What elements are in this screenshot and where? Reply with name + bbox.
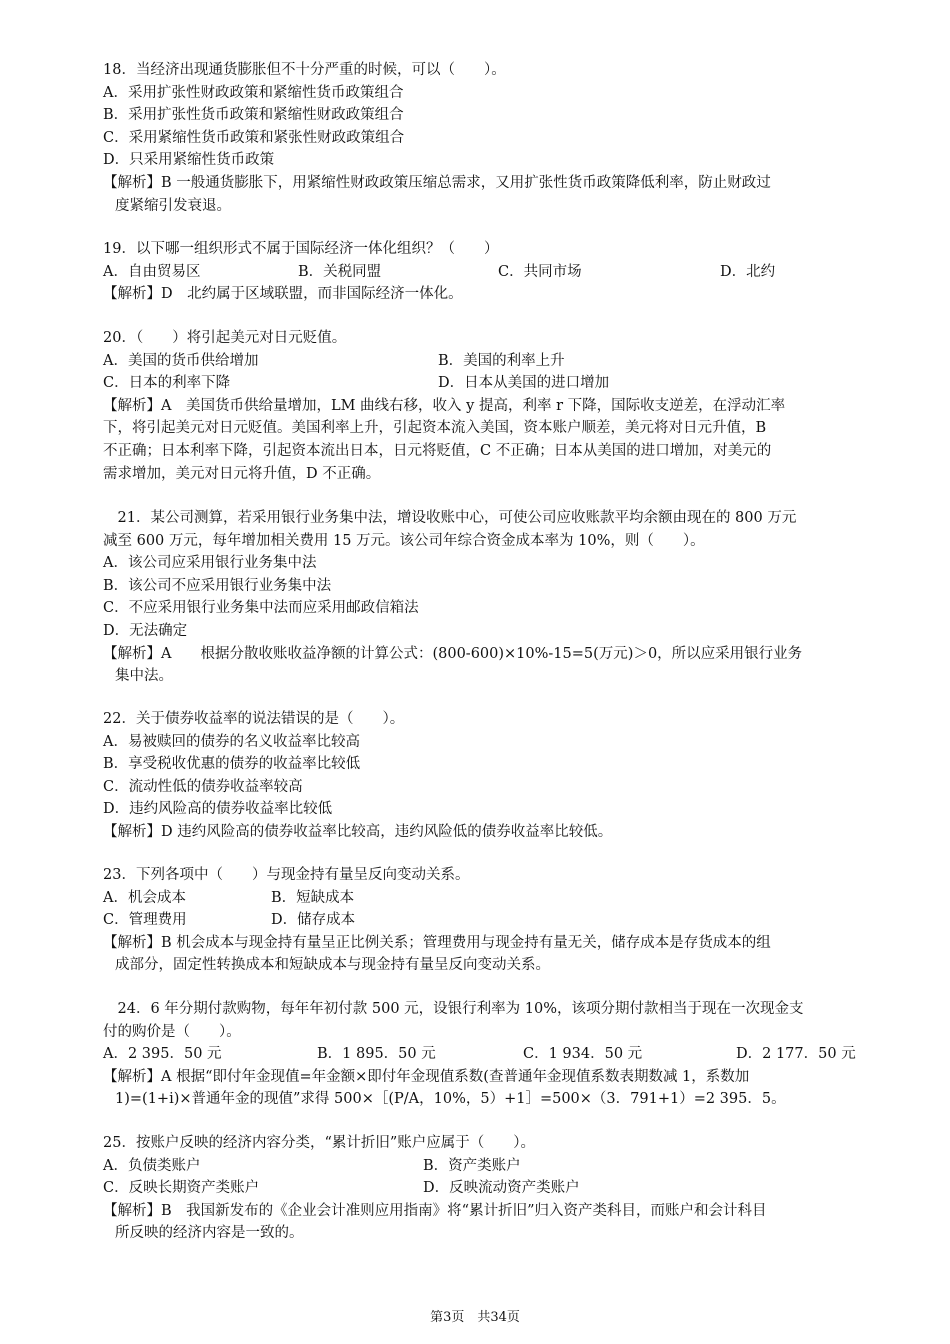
analysis-line: 需求增加，美元对日元将升值，D 不正确。	[103, 465, 381, 482]
option-c: C．不应采用银行业务集中法而应采用邮政信箱法	[103, 600, 419, 617]
option-c: C．管理费用	[103, 912, 187, 929]
question-20	[103, 327, 882, 485]
option-d: D．只采用紧缩性货币政策	[103, 152, 275, 169]
option-c: C．1 934．50 元	[523, 1046, 643, 1063]
options-row	[103, 261, 882, 284]
question-stem: 25．按账户反映的经济内容分类，“累计折旧”账户应属于（ ）。	[103, 1135, 536, 1151]
option-a: A．负债类账户	[103, 1157, 201, 1174]
option-b: B．采用扩张性货币政策和紧缩性财政政策组合	[103, 107, 404, 124]
options-row	[103, 1155, 882, 1178]
question-23	[103, 864, 882, 977]
question-stem: 22．关于债券收益率的说法错误的是（ ）。	[103, 711, 405, 727]
option-a: A．机会成本	[103, 889, 186, 906]
option-a: A．美国的货币供给增加	[103, 352, 259, 369]
option-d: D．违约风险高的债券收益率比较低	[103, 801, 333, 818]
question-stem: 19．以下哪一组织形式不属于国际经济一体化组织？（ ）	[103, 241, 499, 257]
analysis-line: 【解析】D 北约属于区域联盟，而非国际经济一体化。	[103, 286, 463, 303]
option-d: D．储存成本	[271, 912, 356, 929]
question-stem: 18．当经济出现通货膨胀但不十分严重的时候，可以（ ）。	[103, 62, 506, 78]
analysis-line: 1)=(1+i)×普通年金的现值”求得 500×［(P/A，10%，5）+1］=500×（3．791+1）=2 395．5。	[115, 1091, 786, 1108]
question-stem: 20．（ ）将引起美元对日元贬值。	[103, 330, 347, 346]
option-c: C．反映长期资产类账户	[103, 1180, 260, 1197]
option-a: A．该公司应采用银行业务集中法	[103, 555, 317, 572]
analysis-line: 【解析】A 根据“即付年金现值=年金额×即付年金现值系数(查普通年金现值系数表期数减 1，系数加	[103, 1068, 750, 1085]
option-c: C．共同市场	[498, 263, 582, 280]
option-d: D．反映流动资产类账户	[423, 1180, 580, 1197]
question-22	[103, 708, 882, 844]
analysis-line: 下，将引起美元对日元贬值。美国利率上升，引起资本流入美国，资本账户顺差，美元将对日元升值，B	[103, 420, 767, 437]
question-19	[103, 238, 882, 306]
question-stem: 23．下列各项中（ ）与现金持有量呈反向变动关系。	[103, 867, 470, 883]
analysis-line: 集中法。	[115, 668, 173, 685]
question-stem: 21．某公司测算，若采用银行业务集中法，增设收账中心，可使公司应收账款平均余额由现在的 800 万元	[103, 510, 797, 526]
option-d: D．日本从美国的进口增加	[438, 375, 610, 392]
option-b: B．美国的利率上升	[438, 352, 565, 369]
options-row	[103, 887, 882, 910]
option-b: B．资产类账户	[423, 1157, 521, 1174]
options-row	[103, 1043, 882, 1066]
option-c: C．日本的利率下降	[103, 375, 231, 392]
page-footer: 第3页 共34页	[430, 1310, 520, 1325]
question-stem: 24．6 年分期付款购物，每年年初付款 500 元，设银行利率为 10%，该项分期付款相当于现在一次现金支	[103, 1001, 804, 1017]
question-18	[103, 59, 882, 217]
options-row	[103, 372, 882, 395]
option-b: B．关税同盟	[298, 263, 382, 280]
analysis-line: 【解析】B 我国新发布的《企业会计准则应用指南》将“累计折旧”归入资产类科目，而账户和会计科目	[103, 1202, 767, 1219]
option-c: C．采用紧缩性货币政策和紧张性财政政策组合	[103, 129, 405, 146]
analysis-line: 【解析】D 违约风险高的债券收益率比较高，违约风险低的债券收益率比较低。	[103, 823, 613, 840]
analysis-line: 【解析】A 根据分散收账收益净额的计算公式：(800-600)×10%-15=5(万元)＞0，所以应采用银行业务	[103, 645, 803, 662]
question-stem: 付的购价是（ ）。	[103, 1023, 241, 1040]
question-24	[103, 998, 882, 1111]
analysis-line: 度紧缩引发衰退。	[115, 197, 231, 214]
option-d: D．无法确定	[103, 622, 188, 639]
option-a: A．采用扩张性财政政策和紧缩性货币政策组合	[103, 84, 404, 101]
option-a: A．易被赎回的债券的名义收益率比较高	[103, 733, 360, 750]
analysis-line: 【解析】B 一般通货膨胀下，用紧缩性财政政策压缩总需求，又用扩张性货币政策降低利率，防止财政过	[103, 174, 771, 191]
option-b: B．短缺成本	[271, 889, 355, 906]
option-b: B．1 895．50 元	[317, 1046, 436, 1063]
question-25	[103, 1132, 882, 1245]
option-d: D．2 177．50 元	[736, 1046, 856, 1063]
options-row	[103, 909, 882, 932]
option-b: B．该公司不应采用银行业务集中法	[103, 577, 332, 594]
analysis-line: 【解析】A 美国货币供给量增加，LM 曲线右移，收入 y 提高，利率 r 下降，国际收支逆差，在浮动汇率	[103, 397, 786, 414]
option-c: C．流动性低的债券收益率较高	[103, 778, 303, 795]
option-a: A．自由贸易区	[103, 263, 201, 280]
analysis-line: 成部分，固定性转换成本和短缺成本与现金持有量呈反向变动关系。	[115, 957, 550, 974]
question-stem: 减至 600 万元，每年增加相关费用 15 万元。该公司年综合资金成本率为 10%，则（ ）。	[103, 532, 705, 549]
analysis-line: 【解析】B 机会成本与现金持有量呈正比例关系；管理费用与现金持有量无关，储存成本是存货成本的组	[103, 934, 771, 951]
options-row	[103, 1177, 882, 1200]
option-a: A．2 395．50 元	[103, 1046, 222, 1063]
analysis-line: 不正确；日本利率下降，引起资本流出日本，日元将贬值，C 不正确；日本从美国的进口增加，对美元的	[103, 442, 772, 459]
question-21	[103, 507, 882, 688]
option-d: D．北约	[720, 263, 776, 280]
options-row	[103, 350, 882, 373]
option-b: B．享受税收优惠的债券的收益率比较低	[103, 756, 361, 773]
analysis-line: 所反映的经济内容是一致的。	[115, 1225, 304, 1242]
